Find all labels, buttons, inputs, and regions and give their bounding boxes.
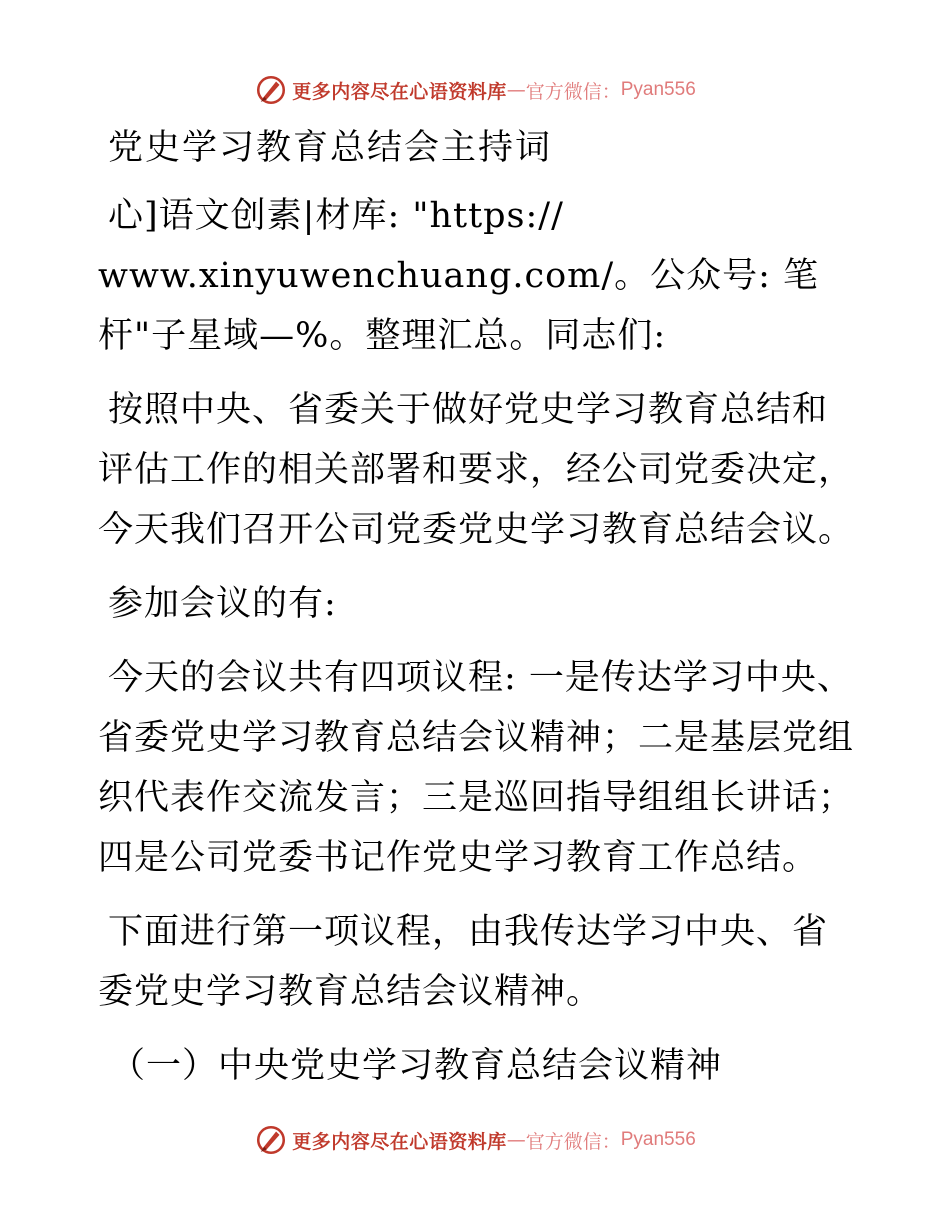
document-title: 党史学习教育总结会主持词 (108, 128, 553, 168)
banner-wechat-label: 官方微信： (525, 1130, 621, 1153)
paragraph-attendees: 参加会议的有: (108, 584, 337, 624)
banner-wechat-id: Pyan556 (620, 1129, 696, 1150)
paragraph-intro: 按照中央、省委关于做好党史学习教育总结和评估工作的相关部署和要求，经公司党委决定，今天我们召开公司党委党史学习教育总结会议。 (98, 390, 855, 550)
banner-wechat-label: 官方微信： (525, 80, 621, 103)
banner-dash: — (506, 79, 526, 101)
footer-banner (0, 1120, 950, 1160)
pen-logo-icon (254, 73, 288, 107)
banner-wechat-id: Pyan556 (620, 79, 696, 100)
pen-logo-icon (254, 1123, 288, 1157)
paragraph-first-item: 下面进行第一项议程，由我传达学习中央、省委党史学习教育总结会议精神。 (98, 912, 829, 1012)
banner-slogan: 更多内容尽在心语资料库 (292, 80, 507, 103)
source-line: 心]语文创素|材库: "https:// www.xinyuwenchuang.com/。公众号: 笔杆"子星域—%。整理汇总。同志们: (98, 196, 820, 356)
section-heading: （一）中央党史学习教育总结会议精神 (110, 1046, 723, 1086)
document-body (98, 118, 858, 1110)
paragraph-agenda: 今天的会议共有四项议程: 一是传达学习中央、省委党史学习教育总结会议精神；二是基层党组织代表作交流发言；三是巡回指导组组长讲话；四是公司党委书记作党史学习教育工作总结。 (98, 658, 855, 878)
banner-dash: — (506, 1129, 526, 1151)
banner-slogan: 更多内容尽在心语资料库 (292, 1130, 507, 1153)
header-banner (0, 70, 950, 110)
